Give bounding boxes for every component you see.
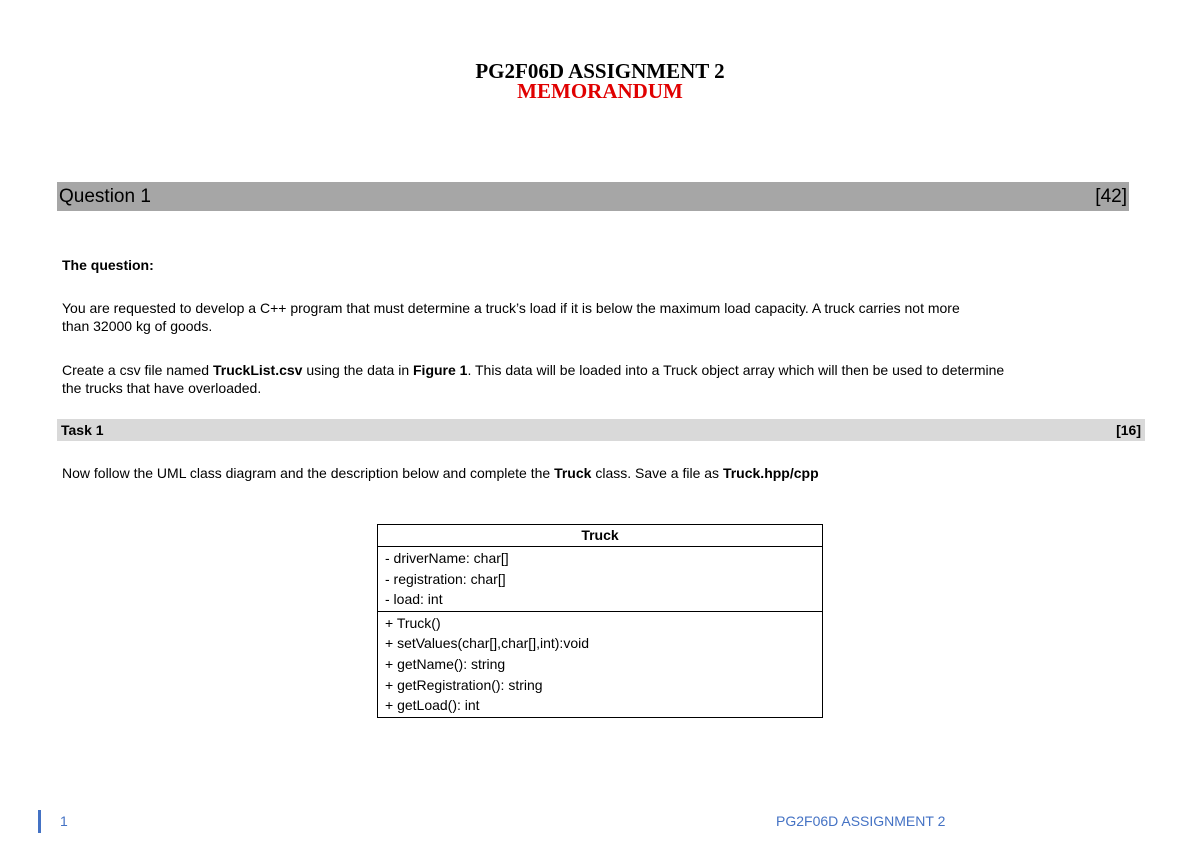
footer-page-number: 1 [60, 813, 68, 829]
paragraph-line: the trucks that have overloaded. [62, 380, 262, 396]
question-paragraph-2 [62, 361, 1122, 397]
document-subtitle: MEMORANDUM [517, 79, 683, 103]
question-marks: [42] [1095, 185, 1127, 207]
uml-method: + getLoad(): int [385, 697, 480, 714]
uml-attribute: - load: int [385, 591, 443, 608]
task-marks: [16] [1116, 422, 1141, 438]
class-name-reference: Truck [554, 465, 592, 481]
text-run: . This data will be loaded into a Truck object array which will then be used to determine [467, 362, 1005, 378]
task-label: Task 1 [61, 422, 104, 438]
text-run: Now follow the UML class diagram and the description below and complete the [62, 465, 555, 481]
text-run: using the data in [302, 362, 413, 378]
question-paragraph-1 [62, 299, 1122, 335]
uml-method: + setValues(char[],char[],int):void [385, 635, 589, 652]
uml-method: + Truck() [385, 614, 441, 631]
question-header [57, 182, 1129, 211]
footer-accent-bar [38, 810, 41, 833]
uml-attribute: - driverName: char[] [385, 550, 509, 566]
document-title: PG2F06D ASSIGNMENT 2 [475, 59, 725, 83]
uml-attributes [378, 547, 822, 611]
uml-class-name: Truck [378, 525, 822, 547]
figure-reference: Figure 1 [413, 362, 468, 378]
task-instruction [62, 464, 1122, 482]
file-name-reference: Truck.hpp/cpp [722, 465, 819, 481]
question-label: Question 1 [59, 185, 151, 207]
paragraph-line [62, 361, 1122, 379]
uml-class-diagram [377, 524, 823, 718]
uml-attribute: - registration: char[] [385, 570, 506, 587]
text-run: Create a csv file named [62, 362, 213, 378]
footer-document-title: PG2F06D ASSIGNMENT 2 [776, 813, 946, 829]
csv-filename: TruckList.csv [212, 362, 303, 378]
text-run: class. Save a file as [591, 465, 723, 481]
uml-methods [378, 611, 822, 717]
paragraph-line: than 32000 kg of goods. [62, 318, 213, 334]
uml-method: + getName(): string [385, 655, 506, 672]
question-heading: The question: [62, 257, 154, 273]
task-header [57, 419, 1145, 441]
paragraph-line: You are requested to develop a C++ program that must determine a truck’s load if it is below the maximum load capacity. A truck carries not more [62, 300, 960, 316]
uml-method: + getRegistration(): string [385, 676, 543, 693]
